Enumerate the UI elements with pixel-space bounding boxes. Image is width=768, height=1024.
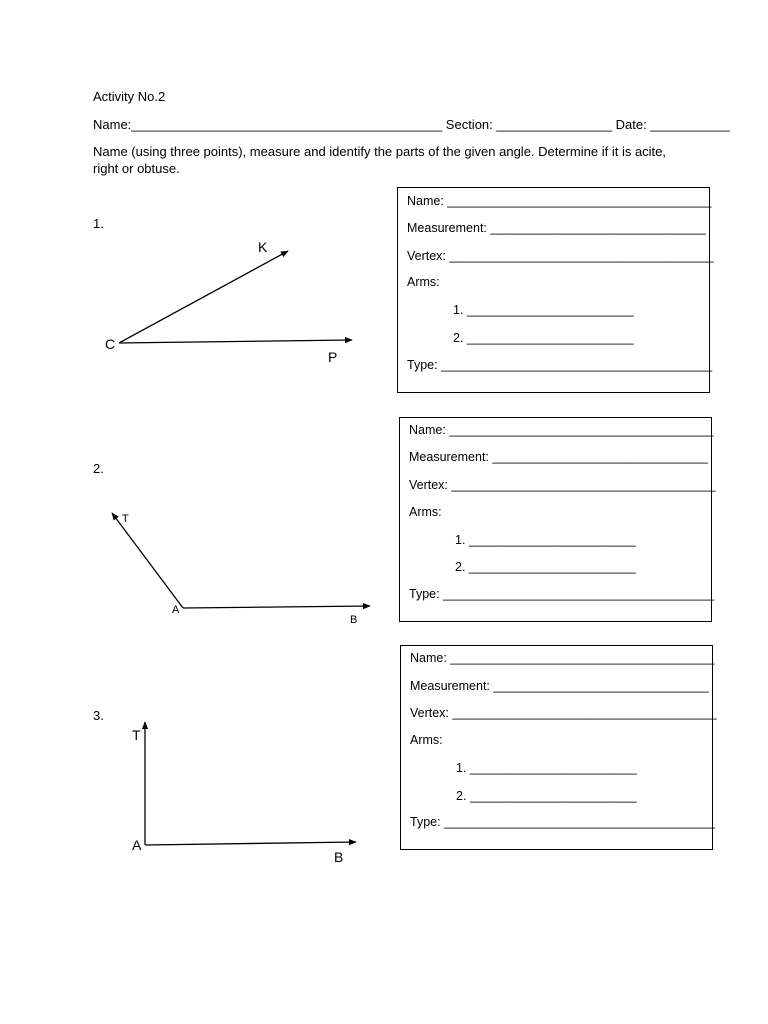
angle-1-label-p: P — [328, 349, 338, 365]
student-info-line: Name:___________________________________________ Section: ________________ Date: ___________ — [93, 117, 730, 132]
activity-title: Activity No.2 — [93, 89, 166, 104]
measurement-field[interactable]: Measurement: _______________________________ — [409, 450, 708, 464]
angle-1 — [105, 239, 352, 365]
arm-2-field[interactable]: 2. ________________________ — [455, 560, 636, 574]
problem-1-number: 1. — [93, 216, 104, 231]
ray-ck — [119, 251, 288, 343]
name-field[interactable]: Name: ______________________________________ — [410, 651, 715, 665]
name-field[interactable]: Name: ______________________________________ — [409, 423, 714, 437]
instructions-line-1: Name (using three points), measure and identify the parts of the given angle. Determine if it is acite, — [93, 144, 667, 159]
measurement-field[interactable]: Measurement: _______________________________ — [410, 679, 709, 693]
arm-1-field[interactable]: 1. ________________________ — [455, 533, 636, 547]
ray-ab-3 — [145, 842, 356, 845]
angle-2-label-t: T — [122, 513, 129, 525]
instructions-line-2: right or obtuse. — [93, 161, 180, 176]
arms-label: Arms: — [410, 733, 443, 747]
type-field[interactable]: Type: _______________________________________ — [407, 358, 713, 372]
arm-2-field[interactable]: 2. ________________________ — [453, 331, 634, 345]
arms-label: Arms: — [409, 505, 442, 519]
vertex-field[interactable]: Vertex: ______________________________________ — [407, 249, 714, 263]
angle-3 — [132, 722, 356, 865]
angle-2-label-b: B — [350, 614, 358, 626]
answer-box-1 — [397, 187, 714, 393]
arm-1-field[interactable]: 1. ________________________ — [453, 303, 634, 317]
measurement-field[interactable]: Measurement: _______________________________ — [407, 221, 706, 235]
type-field[interactable]: Type: _______________________________________ — [410, 815, 716, 829]
arms-label: Arms: — [407, 275, 440, 289]
vertex-field[interactable]: Vertex: ______________________________________ — [409, 478, 716, 492]
angle-2-label-a: A — [172, 604, 180, 616]
angle-2 — [112, 513, 370, 626]
angle-1-label-c: C — [105, 336, 116, 352]
answer-box-3 — [400, 645, 717, 850]
answer-box-2 — [399, 417, 716, 622]
ray-ab — [183, 606, 370, 608]
problem-3-number: 3. — [93, 708, 104, 723]
arm-2-field[interactable]: 2. ________________________ — [456, 789, 637, 803]
problem-2-number: 2. — [93, 461, 104, 476]
vertex-field[interactable]: Vertex: ______________________________________ — [410, 706, 717, 720]
angle-1-label-k: K — [258, 239, 268, 255]
angle-3-label-b: B — [334, 849, 344, 865]
arm-1-field[interactable]: 1. ________________________ — [456, 761, 637, 775]
type-field[interactable]: Type: _______________________________________ — [409, 587, 715, 601]
name-field[interactable]: Name: ______________________________________ — [407, 194, 712, 208]
angle-3-label-t: T — [132, 727, 141, 743]
ray-at — [112, 513, 183, 608]
angle-3-label-a: A — [132, 837, 142, 853]
ray-cp — [119, 340, 352, 343]
